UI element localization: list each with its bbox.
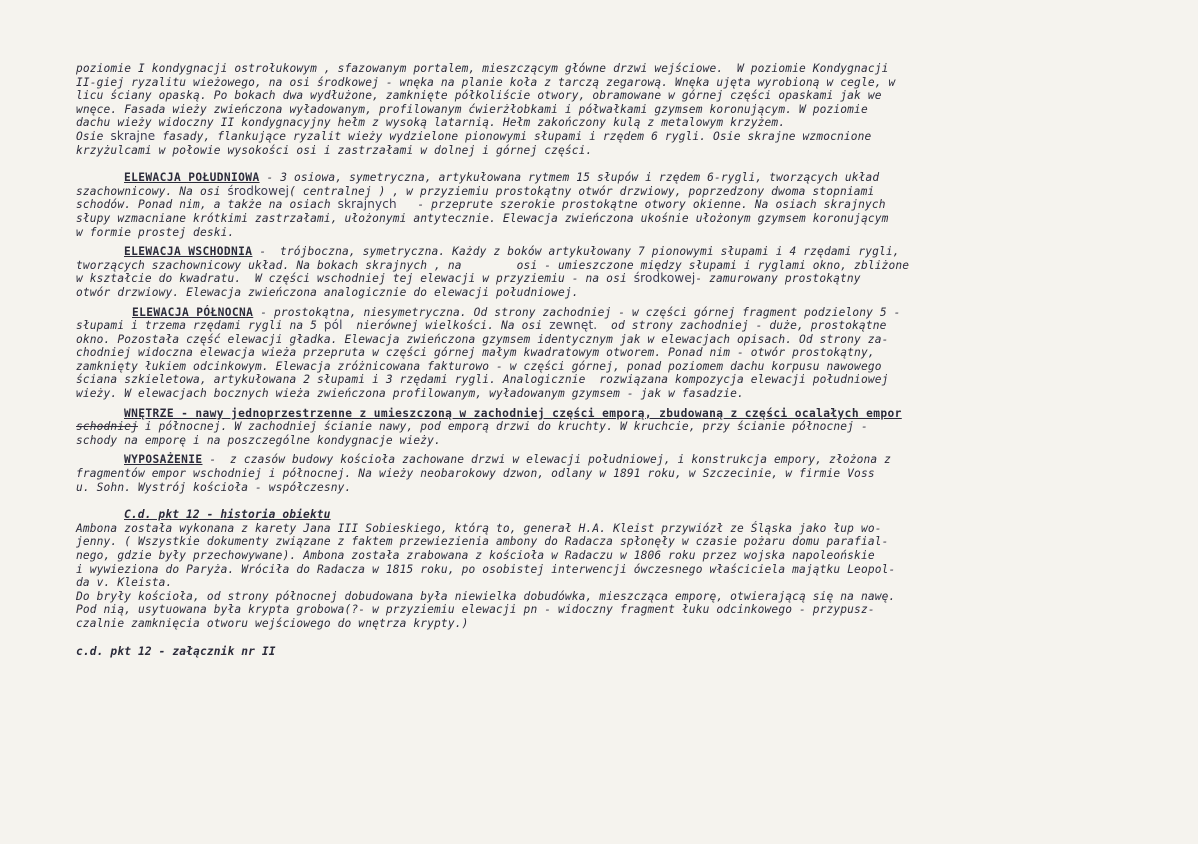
text-span: szachownicowy. Na osi <box>76 184 228 198</box>
text-span: - zamurowany prostokątny <box>695 272 861 286</box>
handwritten-word: skrajnych <box>337 197 397 212</box>
text-line: Pod nią, usytuowana była krypta grobowa(?- w przyziemiu elewacji pn - widoczny fragment łuku odcinkowego - przypusz- <box>76 603 875 617</box>
text-line <box>76 319 1126 333</box>
text-span: - trójboczna, symetryczna. Każdy z boków artykułowany 7 pionowymi słupami i 4 rzędami rygli, <box>252 245 900 259</box>
section-heading-history: C.d. pkt 12 - historia obiektu <box>124 508 331 522</box>
text-line: słupy wzmacniane krótkimi zastrzałami, ułożonymi antytecznie. Elewacja zwieńczona ukośnie ułożonym gzymsem koronującym <box>76 211 889 225</box>
text-line: Do bryły kościoła, od strony północnej dobudowana była niewielka dobudówka, mieszcząca emporę, otwierającą się na nawę. <box>76 589 896 603</box>
text-span: schodniej <box>76 420 138 434</box>
text-line: otwór drzwiowy. Elewacja zwieńczona analogicznie do elewacji południowej. <box>76 285 579 299</box>
handwritten-word: środkowej <box>633 271 696 286</box>
text-line: da v. Kleista. <box>76 576 173 590</box>
text-line: fragmentów empor wschodniej i północnej. Na wieży neobarokowy dzwon, odlany w 1891 roku, w Szczecinie, w firmie Voss <box>76 467 875 481</box>
section-heading-furnishing: WYPOSAŻENIE <box>124 453 203 467</box>
handwritten-word: pól <box>323 318 343 333</box>
text-line: wnęce. Fasada wieży zwieńczona wyładowanym, profilowanym ćwierżłobkami i półwałkami gzymsem koronującym. W poziomie <box>76 102 868 116</box>
text-line <box>76 245 1126 259</box>
text-span: fasady, flankujące ryzalit wieży wydzielone pionowymi słupami i rzędem 6 rygli. Osie skrajne wzmocnione <box>155 129 872 143</box>
section-heading-east: ELEWACJA WSCHODNIA <box>124 245 253 259</box>
handwritten-word: skrajne <box>110 128 156 143</box>
text-line: Ambona została wykonana z karety Jana III Sobieskiego, którą to, generał H.A. Kleist przywiózł ze Śląska jako łup wo- <box>76 521 882 535</box>
text-span: nierównej wielkości. Na osi <box>342 319 550 333</box>
text-span: schodów. Ponad nim, a także na osiach <box>76 198 338 212</box>
text-line: ściana szkieletowa, artykułowana 2 słupami i 3 rzędami rygli. Analogicznie rozwiązana kompozycja elewacji południowej <box>76 373 889 387</box>
text-line <box>76 185 1126 199</box>
text-line <box>76 453 1126 467</box>
text-line <box>76 272 1126 286</box>
text-line: okno. Pozostała część elewacji gładka. Elewacja zwieńczona gzymsem identycznym jak w elewacjach opisach. Od strony za- <box>76 332 889 346</box>
text-span: ( centralnej ) , w przyziemiu prostokątny otwór drzwiowy, poprzedzony dwoma stopniami <box>289 184 875 198</box>
footer-note: c.d. pkt 12 - załącznik nr II <box>76 644 276 658</box>
text-line: chodniej widoczna elewacja wieża przepruta w części górnej małym kwadratowym otworem. Ponad nim - otwór prostokątny, <box>76 346 875 360</box>
text-line: u. Sohn. Wystrój kościoła - współczesny. <box>76 480 352 494</box>
text-line: tworzących szachownicowy układ. Na bokach skrajnych , na osi - umieszczone między słupami i ryglami okno, zbliżone <box>76 258 910 272</box>
text-line <box>76 420 1126 434</box>
text-line <box>76 407 1126 421</box>
text-line: czalnie zamknięcia otworu wejściowego do wnętrza krypty.) <box>76 616 469 630</box>
text-line <box>76 198 1126 212</box>
handwritten-word: środkowej <box>227 183 290 198</box>
handwritten-word: zewnęt. <box>549 318 598 333</box>
text-line: dachu wieży widoczny II kondygnacyjny hełm z wysoką latarnią. Hełm zakończony kulą z metalowym krzyżem. <box>76 116 786 130</box>
text-line <box>76 130 1126 144</box>
text-line: w formie prostej deski. <box>76 225 235 239</box>
text-span: - przeprute szerokie prostokątne otwory okienne. Na osiach skrajnych <box>396 198 886 212</box>
text-line: krzyżulcami w połowie wysokości osi i zastrzałami w dolnej i górnej części. <box>76 143 593 157</box>
text-line: II-giej ryzalitu wieżowego, na osi środkowej - wnęka na planie koła z tarczą zegarową. Wnęka ujęta wyrobioną w cegle, w <box>76 75 896 89</box>
text-line: i wywieziona do Paryża. Wróciła do Radacza w 1815 roku, po osobistej interwencji ówczesnego właściciela majątku Leopol- <box>76 562 896 576</box>
text-span: - 3 osiowa, symetryczna, artykułowana rytmem 15 słupów i rzędem 6-rygli, tworzących układ <box>259 171 880 185</box>
section-heading-south: ELEWACJA POŁUDNIOWA <box>124 171 260 185</box>
text-span: w kształcie do kwadratu. W części wschodniej tej elewacji w przyziemiu - na osi <box>76 272 634 286</box>
text-line: jenny. ( Wszystkie dokumenty związane z faktem przewiezienia ambony do Radacza spłonęły w czasie pożaru domu parafial- <box>76 535 889 549</box>
text-line <box>76 171 1126 185</box>
text-line: zamknięty łukiem odcinkowym. Elewacja zróżnicowana fakturowo - w części górnej, ponad poziomem dachu korpusu nawowego <box>76 359 882 373</box>
text-line <box>76 508 1126 522</box>
text-line: nego, gdzie były przechowywane). Ambona została zrabowana z kościoła w Radaczu w 1806 roku przez wojska napoleońskie <box>76 549 875 562</box>
text-span: Osie <box>76 129 111 143</box>
text-span: - prostokątna, niesymetryczna. Od strony zachodniej - w części górnej fragment podzielony 5 - <box>253 305 901 319</box>
text-span: i północnej. W zachodniej ścianie nawy, pod emporą drzwi do kruchty. W kruchcie, przy ścianie północnej - <box>137 420 868 434</box>
text-line: licu ściany opaską. Po bokach dwa wydłużone, zamknięte półkoliście otwory, obramowane w górnej części opaskami jak we <box>76 89 882 103</box>
typewritten-text <box>76 62 1126 658</box>
text-line: schody na emporę i na poszczególne kondygnacje wieży. <box>76 433 441 447</box>
section-heading-interior: WNĘTRZE - nawy jednoprzestrzenne z umieszczoną w zachodniej części emporą, zbudowaną z części ocalałych empor <box>124 406 902 420</box>
text-span: od strony zachodniej - duże, prostokątne <box>597 319 887 333</box>
text-line: wieży. W elewacjach bocznych wieża zwieńczona profilowanym, wyładowanym gzymsem - jak w fasadzie. <box>76 387 744 401</box>
text-span: - z czasów budowy kościoła zachowane drzwi w elewacji południowej, i konstrukcja empory, złożona z <box>202 453 892 467</box>
section-heading-north: ELEWACJA PÓŁNOCNA <box>132 305 254 319</box>
text-span: słupami i trzema rzędami rygli na 5 <box>76 319 324 333</box>
text-line: poziomie I kondygnacji ostrołukowym , sfazowanym portalem, mieszczącym główne drzwi wejściowe. W poziomie Kondygnacji <box>76 62 889 75</box>
text-line <box>76 306 1126 320</box>
